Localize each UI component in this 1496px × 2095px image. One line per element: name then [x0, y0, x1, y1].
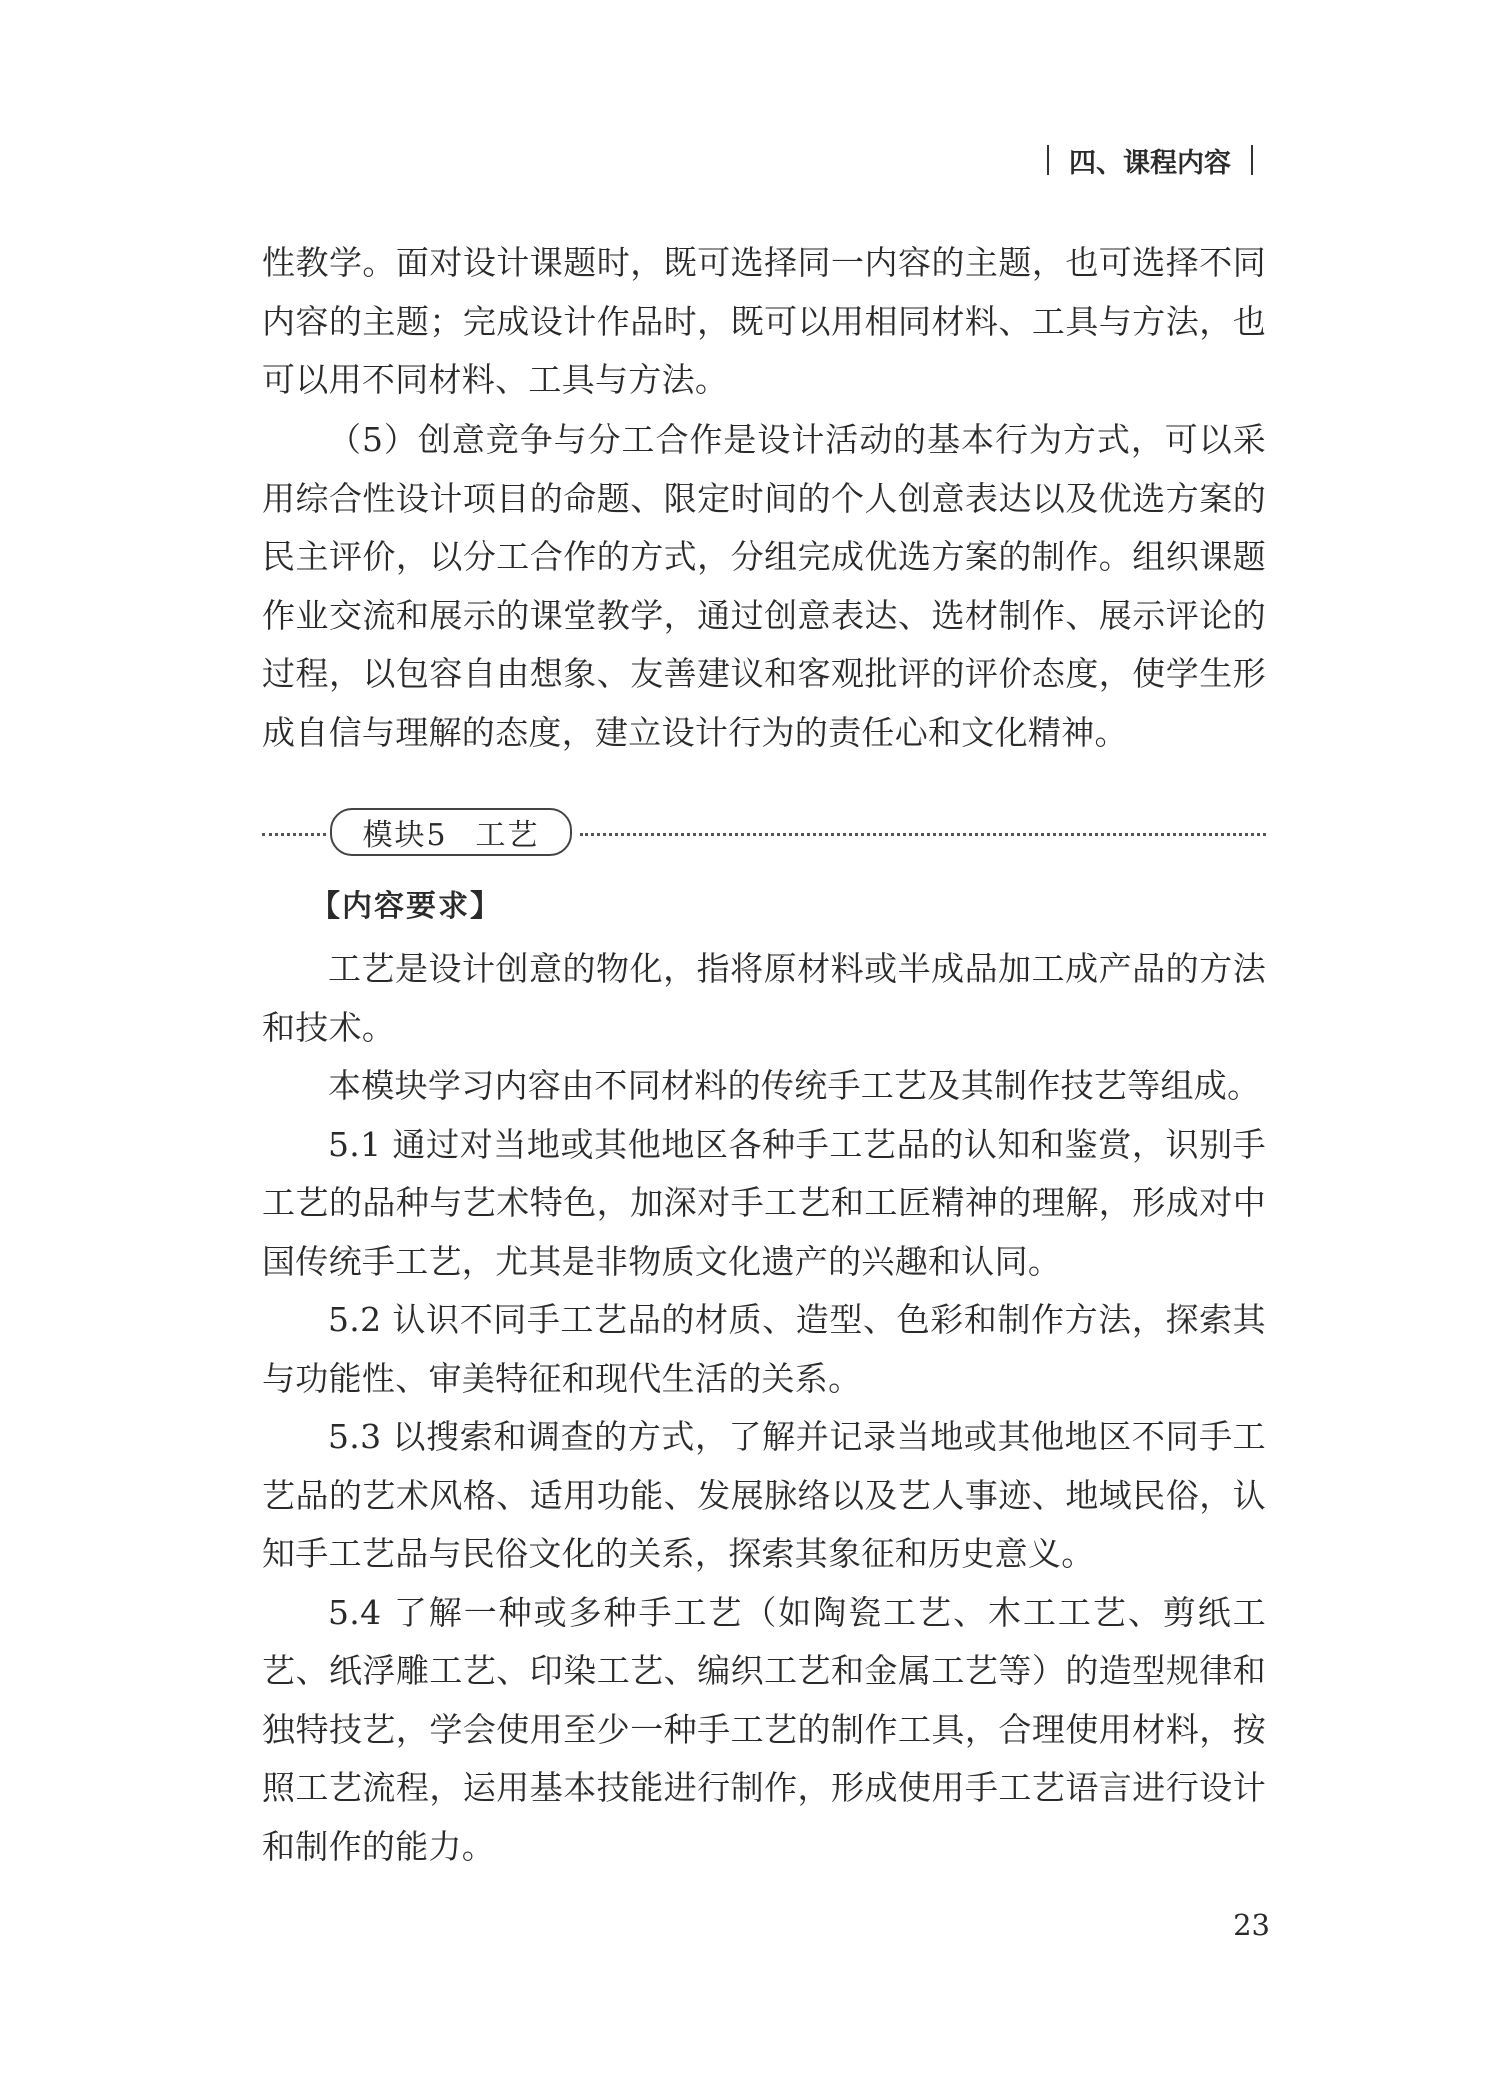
header-divider-right [1251, 145, 1253, 175]
requirements-body [262, 940, 1266, 1876]
requirement-paragraph: 本模块学习内容由不同材料的传统手工艺及其制作技艺等组成。 [328, 1066, 1261, 1105]
dotted-rule-left [262, 833, 326, 836]
requirement-item-5-3: 5.3 以搜索和调查的方式，了解并记录当地或其他地区不同手工艺品的艺术风格、适用功能、发展脉络以及艺人事迹、地域民俗，认知手工艺品与民俗文化的关系，探索其象征和历史意义。 [262, 1417, 1266, 1573]
requirement-paragraph: 工艺是设计创意的物化，指将原材料或半成品加工成产品的方法和技术。 [262, 949, 1266, 1047]
module-title-row [262, 808, 1266, 858]
paragraph-item-5: （5）创意竞争与分工合作是设计活动的基本行为方式，可以采用综合性设计项目的命题、限定时间的个人创意表达以及优选方案的民主评价，以分工合作的方式，分组完成优选方案的制作。组织课题作业交流和展示的课堂教学，通过创意表达、选材制作、展示评论的过程，以包容自由想象、友善建议和客观批评的评价态度，使学生形成自信与理解的态度，建立设计行为的责任心和文化精神。 [262, 420, 1266, 752]
requirement-item-5-4: 5.4 了解一种或多种手工艺（如陶瓷工艺、木工工艺、剪纸工艺、纸浮雕工艺、印染工艺、编织工艺和金属工艺等）的造型规律和独特技艺，学会使用至少一种手工艺的制作工具，合理使用材料，按照工艺流程，运用基本技能进行制作，形成使用手工艺语言进行设计和制作的能力。 [262, 1592, 1266, 1866]
paragraph-continued: 性教学。面对设计课题时，既可选择同一内容的主题，也可选择不同内容的主题；完成设计作品时，既可以用相同材料、工具与方法，也可以用不同材料、工具与方法。 [262, 243, 1266, 399]
module-badge [330, 808, 572, 856]
header-divider-left [1047, 145, 1049, 175]
requirement-item-5-2: 5.2 认识不同手工艺品的材质、造型、色彩和制作方法，探索其与功能性、审美特征和现代生活的关系。 [262, 1300, 1266, 1398]
requirement-item-5-1: 5.1 通过对当地或其他地区各种手工艺品的认知和鉴赏，识别手工艺的品种与艺术特色，加深对手工艺和工匠精神的理解，形成对中国传统手工艺，尤其是非物质文化遗产的兴趣和认同。 [262, 1124, 1266, 1281]
section-title: 四、课程内容 [1069, 147, 1231, 179]
dotted-rule-right [580, 833, 1266, 836]
intro-item-5 [262, 411, 1266, 762]
intro-continuation [262, 234, 1266, 410]
module-name: 工艺 [475, 818, 540, 853]
module-number: 模块5 [362, 818, 448, 853]
page-number: 23 [1233, 1908, 1270, 1942]
running-header [1030, 138, 1270, 182]
content-requirements-heading: 【内容要求】 [310, 889, 502, 924]
